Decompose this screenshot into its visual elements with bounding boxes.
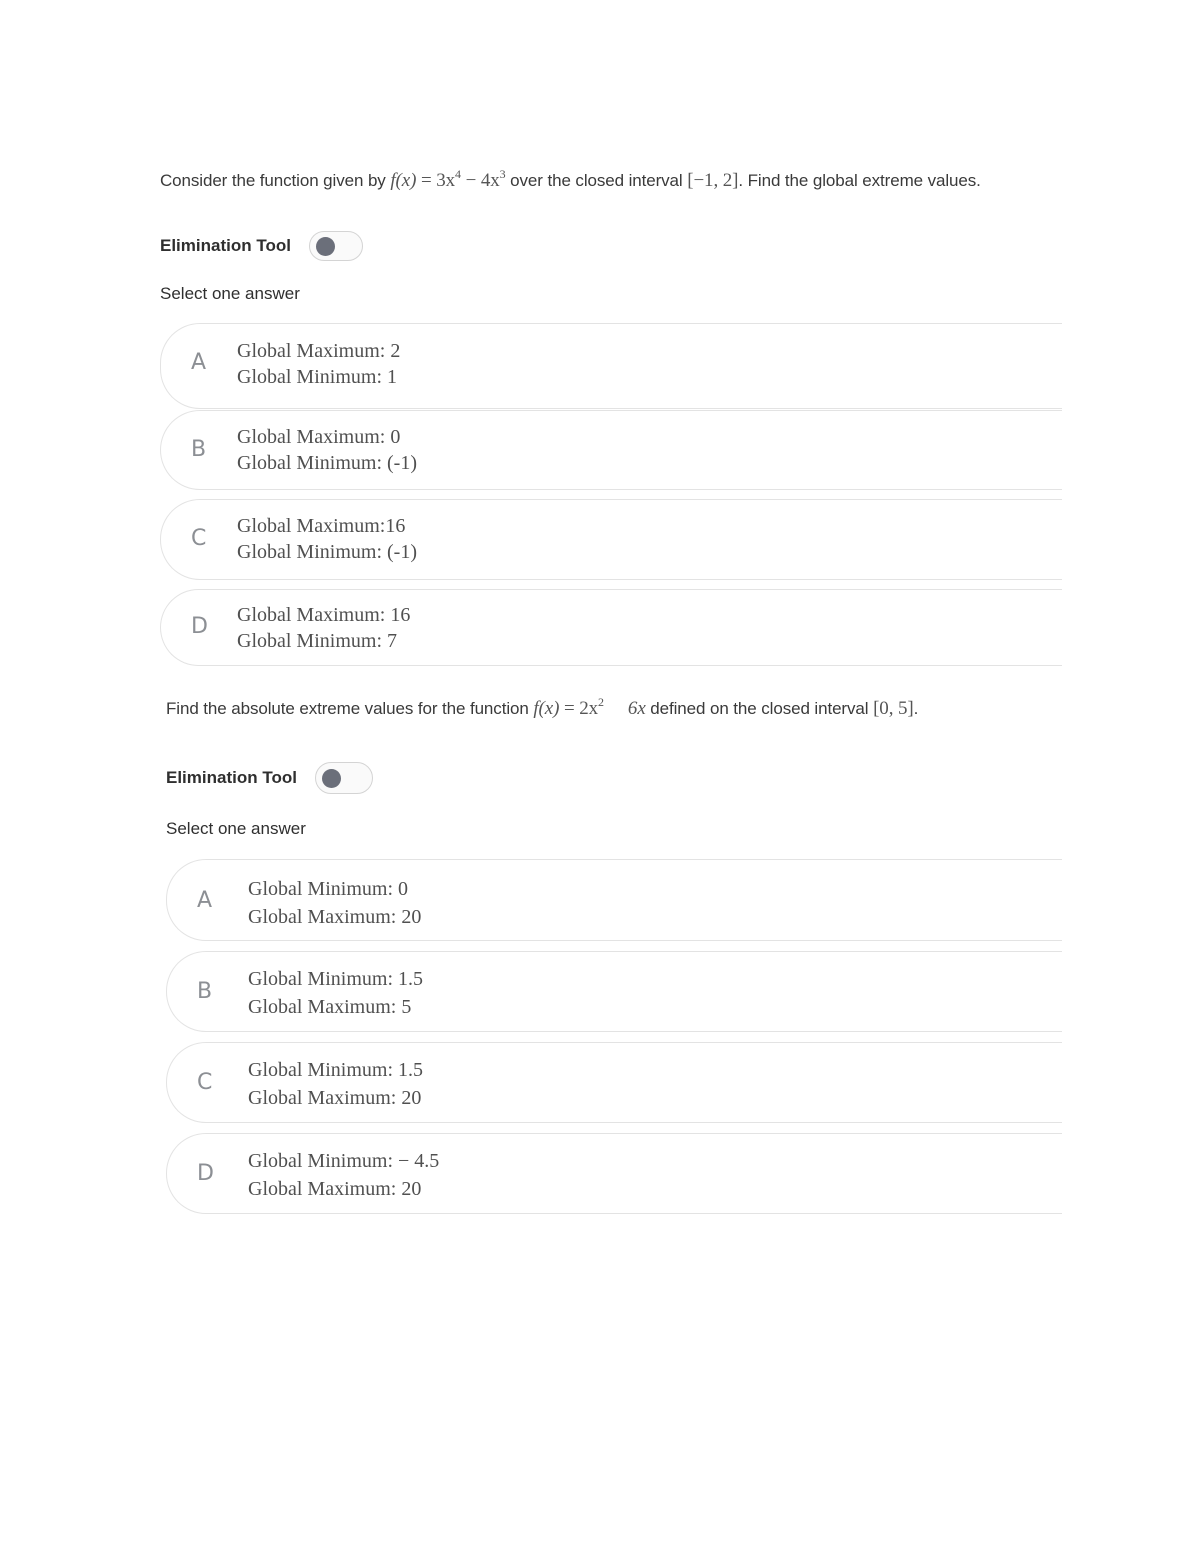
option-text: Global Maximum: 0 Global Minimum: (-1) xyxy=(237,426,417,474)
elimination-tool-toggle[interactable] xyxy=(315,762,373,794)
answer-option-c[interactable] xyxy=(160,499,1062,580)
prompt-text: . Find the global extreme values. xyxy=(738,171,981,190)
answer-option-d[interactable] xyxy=(166,1133,1062,1214)
elimination-tool-label: Elimination Tool xyxy=(166,768,297,787)
answer-option-b[interactable] xyxy=(160,410,1062,490)
elimination-tool-row xyxy=(166,762,373,794)
select-one-answer-label: Select one answer xyxy=(160,284,300,303)
prompt-text: . xyxy=(913,699,919,718)
answer-option-a[interactable] xyxy=(166,859,1062,941)
prompt-text: over the closed interval xyxy=(505,171,688,190)
answer-options xyxy=(160,323,1062,666)
interval-expression: [−1, 2] xyxy=(687,170,739,191)
option-letter: D xyxy=(191,614,208,639)
toggle-knob xyxy=(322,769,341,788)
answer-options xyxy=(166,859,1062,1214)
toggle-knob xyxy=(316,237,335,256)
option-text: Global Maximum: 2 Global Minimum: 1 xyxy=(237,340,401,388)
option-letter: C xyxy=(197,1070,213,1095)
option-text: Global Minimum: 1.5 Global Maximum: 20 xyxy=(248,1059,423,1109)
question-1-prompt xyxy=(160,167,981,192)
option-letter: A xyxy=(197,888,213,913)
prompt-text: Consider the function given by xyxy=(160,171,391,190)
elimination-tool-label: Elimination Tool xyxy=(160,236,291,255)
option-letter: D xyxy=(197,1161,214,1186)
answer-option-b[interactable] xyxy=(166,951,1062,1032)
prompt-text: Find the absolute extreme values for the function xyxy=(166,699,534,718)
answer-option-c[interactable] xyxy=(166,1042,1062,1123)
option-text: Global Minimum: − 4.5 Global Maximum: 20 xyxy=(248,1150,440,1200)
prompt-text: defined on the closed interval xyxy=(645,699,874,718)
interval-expression: [0, 5] xyxy=(873,698,914,719)
option-letter: A xyxy=(191,350,207,375)
option-text: Global Minimum: 1.5 Global Maximum: 5 xyxy=(248,968,423,1018)
elimination-tool-toggle[interactable] xyxy=(309,231,363,261)
answer-option-d[interactable] xyxy=(160,589,1062,666)
function-expression: $f(x) = 2x^2$ 6x xyxy=(533,695,646,719)
select-one-answer-label: Select one answer xyxy=(166,819,306,838)
option-text: Global Minimum: 0 Global Maximum: 20 xyxy=(248,878,422,928)
answer-option-a[interactable] xyxy=(160,323,1062,409)
option-text: Global Maximum: 16 Global Minimum: 7 xyxy=(237,604,411,652)
option-letter: B xyxy=(197,979,213,1004)
elimination-tool-row xyxy=(160,231,363,261)
question-2-prompt xyxy=(166,695,919,720)
option-letter: C xyxy=(191,526,207,551)
function-expression: $f(x) = 3x^4 - 4x^3$ xyxy=(390,167,506,191)
option-letter: B xyxy=(191,437,207,462)
option-text: Global Maximum:16 Global Minimum: (-1) xyxy=(237,515,417,563)
